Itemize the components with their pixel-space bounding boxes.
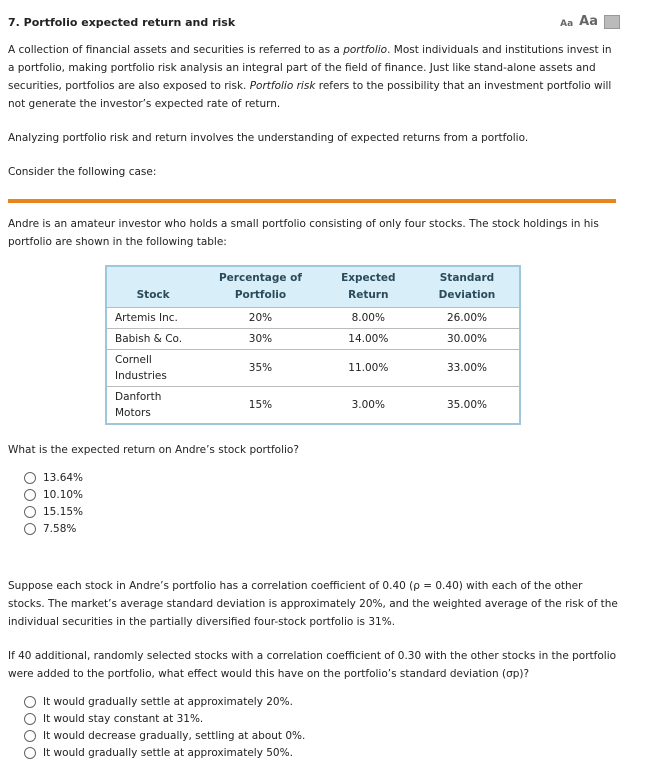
table-cell: 33.00% — [415, 350, 520, 387]
table-cell: 15% — [199, 387, 321, 425]
option-label: It would gradually settle at approximately 20%. — [43, 695, 293, 708]
table-cell: 20% — [199, 308, 321, 329]
answer-option[interactable] — [24, 710, 652, 727]
radio-button[interactable] — [24, 713, 36, 725]
term-portfolio-risk: Portfolio risk — [249, 80, 316, 92]
question-1-options — [24, 469, 652, 537]
intro-paragraph — [8, 41, 618, 113]
table-cell: 3.00% — [322, 387, 415, 425]
table-cell: 30% — [199, 329, 321, 350]
print-icon[interactable] — [604, 15, 620, 29]
paragraph: Suppose each stock in Andre’s portfolio has a correlation coefficient of 0.40 (ρ = 0.40) with each of the other stocks. The market’s average standard deviation is approximately 20%, and the weighted average of the risk of the individual securities in the partially diversified four-stock portfolio is 31%. — [8, 580, 618, 628]
option-label: 13.64% — [43, 471, 84, 484]
radio-button[interactable] — [24, 523, 36, 535]
table-cell: Artemis Inc. — [106, 308, 199, 329]
question-1: What is the expected return on Andre’s stock portfolio? — [8, 444, 299, 456]
header — [8, 0, 620, 29]
decrease-font-button[interactable]: Aa — [560, 19, 574, 29]
answer-option[interactable] — [24, 727, 652, 744]
divider — [8, 199, 616, 203]
stock-table — [105, 265, 521, 425]
option-label: It would stay constant at 31%. — [43, 712, 204, 725]
table-row — [106, 329, 520, 350]
table-cell: 14.00% — [322, 329, 415, 350]
header-stdev: Standard Deviation — [415, 266, 520, 308]
table-cell: Danforth Motors — [106, 387, 199, 425]
table-cell: Cornell Industries — [106, 350, 199, 387]
option-label: 7.58% — [43, 522, 77, 535]
answer-option[interactable] — [24, 503, 652, 520]
header-stock: Stock — [106, 266, 199, 308]
option-label: 10.10% — [43, 488, 84, 501]
increase-font-button[interactable]: Aa — [579, 14, 598, 29]
radio-button[interactable] — [24, 506, 36, 518]
question-2-options — [24, 693, 652, 761]
text: refers to the possibility that an investment portfolio will not generate the investor’s expected rate of return. — [8, 80, 612, 110]
option-label: It would decrease gradually, settling at about 0%. — [43, 729, 306, 742]
table-row — [106, 308, 520, 329]
table-cell: 30.00% — [415, 329, 520, 350]
header-return: Expected Return — [322, 266, 415, 308]
table-cell: 35% — [199, 350, 321, 387]
answer-option[interactable] — [24, 520, 652, 537]
table-row — [106, 387, 520, 425]
toolbar — [560, 14, 620, 29]
option-label: 15.15% — [43, 505, 84, 518]
radio-button[interactable] — [24, 730, 36, 742]
radio-button[interactable] — [24, 472, 36, 484]
radio-button[interactable] — [24, 747, 36, 759]
radio-button[interactable] — [24, 489, 36, 501]
paragraph: Analyzing portfolio risk and return involves the understanding of expected returns from a portfolio. — [8, 132, 529, 144]
paragraph: Consider the following case: — [8, 166, 157, 178]
answer-option[interactable] — [24, 693, 652, 710]
table-cell: 8.00% — [322, 308, 415, 329]
answer-option[interactable] — [24, 486, 652, 503]
answer-option[interactable] — [24, 469, 652, 486]
table-row — [106, 350, 520, 387]
question-title: 7. Portfolio expected return and risk — [8, 16, 236, 29]
term-portfolio: portfolio — [343, 44, 388, 56]
table-cell: 11.00% — [322, 350, 415, 387]
radio-button[interactable] — [24, 696, 36, 708]
table-cell: 26.00% — [415, 308, 520, 329]
table-container — [105, 265, 652, 425]
table-cell: Babish & Co. — [106, 329, 199, 350]
question-2: If 40 additional, randomly selected stocks with a correlation coefficient of 0.30 with the other stocks in the portfolio were added to the portfolio, what effect would this have on the portfolio’s standard deviation (σp)? — [8, 650, 617, 680]
option-label: It would gradually settle at approximately 50%. — [43, 746, 293, 759]
header-percentage: Percentage of Portfolio — [199, 266, 321, 308]
text: . Most individuals and institutions invest in a portfolio, making portfolio risk analysis an integral part of the field of finance. Just like stand-alone assets and securities, portfolios are also exposed to risk. — [8, 44, 612, 92]
text: A collection of financial assets and securities is referred to as a — [8, 44, 344, 56]
table-cell: 35.00% — [415, 387, 520, 425]
case-paragraph: Andre is an amateur investor who holds a small portfolio consisting of only four stocks. The stock holdings in his portfolio are shown in the following table: — [8, 218, 599, 248]
answer-option[interactable] — [24, 744, 652, 761]
